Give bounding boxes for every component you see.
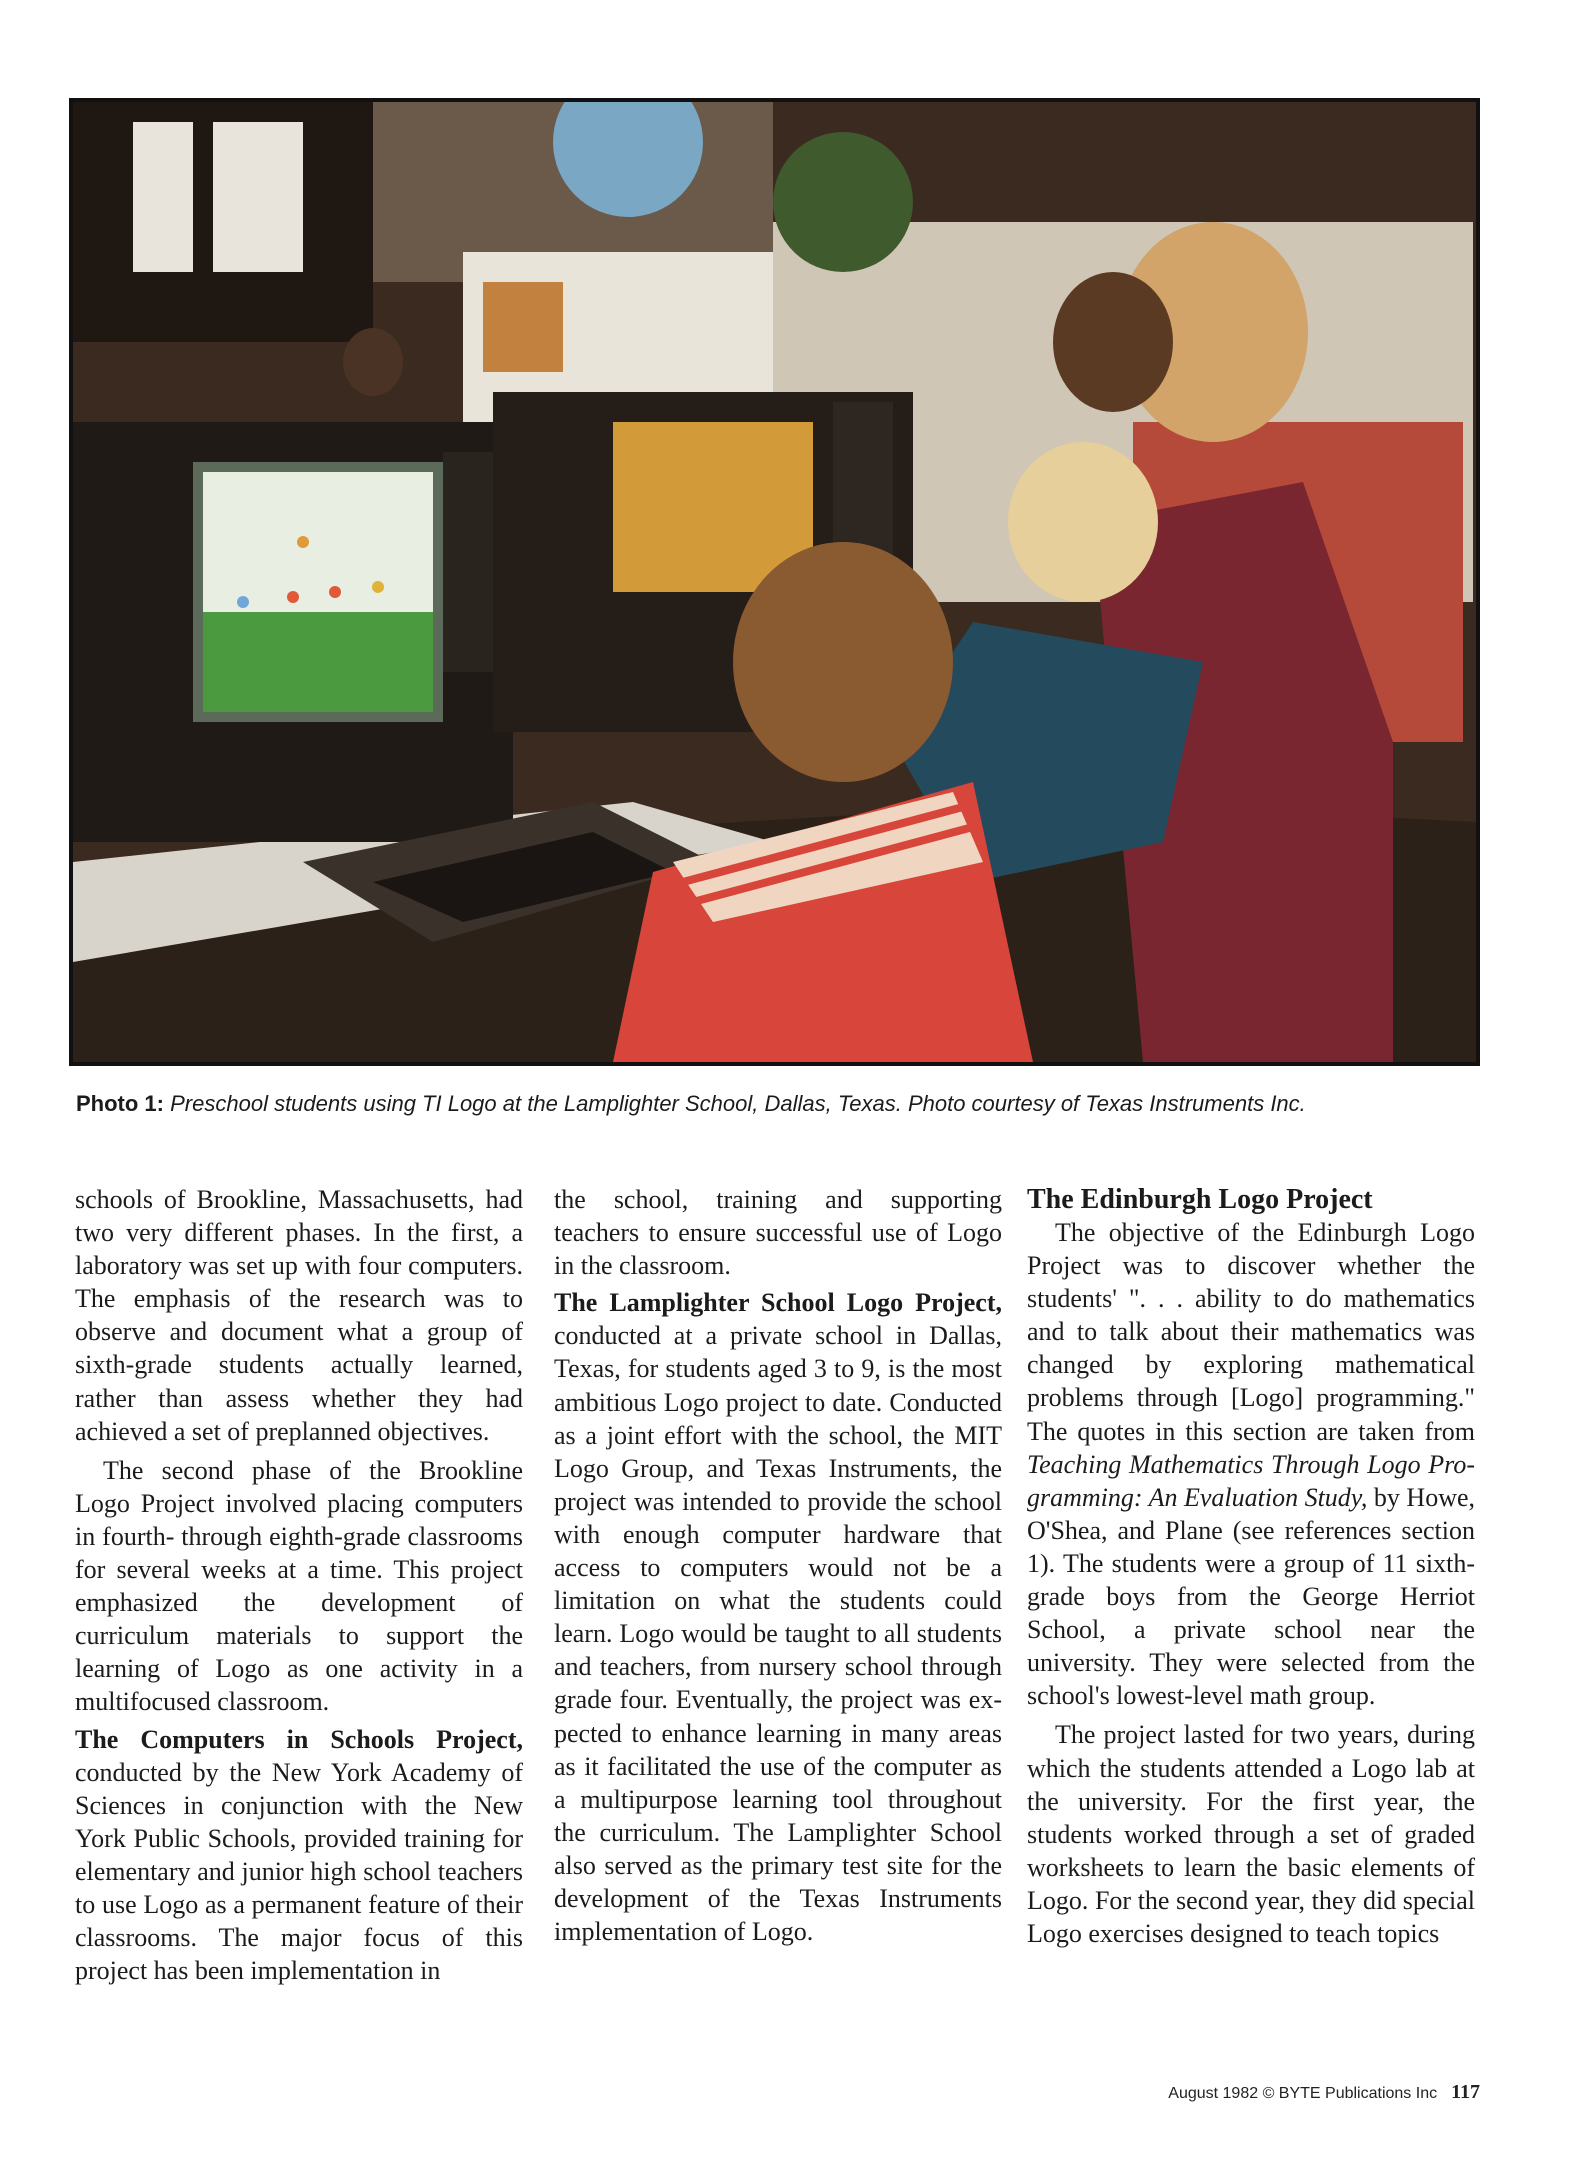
paragraph [1027, 1216, 1475, 1712]
project-name: The Lamplighter School Logo Project, [554, 1288, 1002, 1318]
classroom-photo-illustration [73, 102, 1476, 1062]
paragraph: The second phase of the Brookline Logo Project involved placing computers in fourth- through eighth-grade classrooms for several weeks at a time. This project emphasized the development of curriculum materials to support the learning of Logo as one activity in a multifocused classroom. [75, 1455, 523, 1717]
page-number: 117 [1451, 2081, 1480, 2103]
photo [69, 98, 1480, 1066]
caption-text: Preschool students using TI Logo at the Lamplighter School, Dallas, Texas. Photo courtesy of Texas Instruments Inc. [170, 1091, 1306, 1116]
paragraph: The project lasted for two years, during which the students attended a Logo lab at the university. For the first year, the students worked through a set of graded worksheets to learn the basic elements of Logo. For the second year, they did special Logo exercises designed to teach topics [1027, 1720, 1475, 1948]
page-footer [1168, 2081, 1480, 2104]
paragraph [554, 1286, 1002, 1948]
paragraph: the school, training and supporting teachers to ensure successful use of Logo in the classroom. [554, 1185, 1002, 1281]
paragraph-text: The objective of the Edinburgh Logo Project was to discover whether the students' ". . . ability to do mathematics and to talk about their mathematics was changed by exploring mathematical problems through [Logo] programming." The quotes in this section are taken from [1027, 1218, 1475, 1446]
section-heading: The Edinburgh Logo Project [1027, 1184, 1373, 1215]
book-title: Teaching Mathematics Through Logo Programming: An Evaluation Study, [1027, 1449, 1475, 1512]
caption-label: Photo 1: [76, 1091, 164, 1116]
issue-credit: August 1982 © BYTE Publications Inc [1168, 2085, 1438, 2102]
photo-caption [76, 1090, 1486, 1118]
column-2 [554, 1183, 1002, 1948]
paragraph [75, 1723, 523, 1988]
paragraph: schools of Brookline, Massachusetts, had two very different phases. In the first, a laboratory was set up with four computers. The emphasis of the research was to observe and document what a group of sixth-grade students actually learned, rather than assess whether they had achieved a set of preplanned objectives. [75, 1185, 523, 1446]
column-3 [1027, 1183, 1475, 1950]
column-1 [75, 1183, 523, 1987]
paragraph-text: conducted at a private school in Dallas, Texas, for students aged 3 to 9, is the most ambitious Logo project to date. Conducted as a joint effort with the school, the MIT Logo Group, and Texas Instruments, the project was intended to provide the school with enough computer hardware that access to computers would not be a limitation on what the students could learn. Logo would be taught to all students and teachers, from nursery school through grade four. Eventually, the project was expected to enhance learning in many areas as it facilitated the use of the computer as a multipurpose learning tool throughout the curriculum. The Lamplighter School also served as the primary test site for the development of the Texas Instruments implementation of Logo. [554, 1321, 1002, 1947]
paragraph-text: conducted by the New York Academy of Sciences in conjunction with the New York Public Schools, provided training for elementary and junior high school teachers to use Logo as a permanent feature of their classrooms. The major focus of this project has been implementation in [75, 1757, 523, 1986]
paragraph-text: by Howe, O'Shea, and Plane (see references section 1). The students were a group of 11 sixth-grade boys from the George Herriot School, a private school near the university. They were selected from the school's lowest-level math group. [1027, 1482, 1476, 1711]
project-name: The Computers in Schools Project, [75, 1724, 523, 1754]
